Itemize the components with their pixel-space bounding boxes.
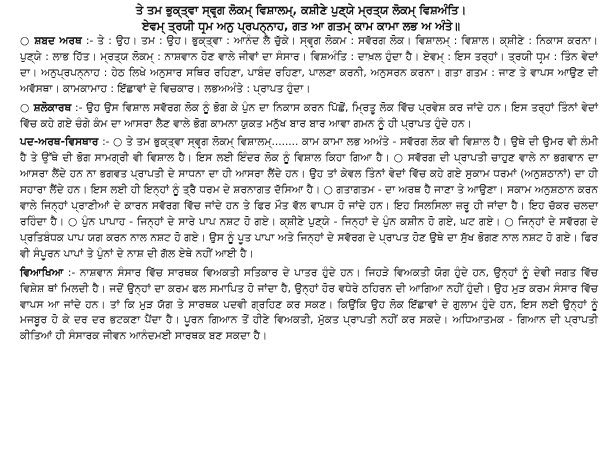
verse-line-2: ਏਵਮ੍ ਤ੍ਰਯੀ ਧਰ੍ਮ ਅਨੁ ਪ੍ਰਪਨ੍ਨਾਹ, ਗਤ ਆ ਗਤਮ੍ ਕਾਮ ਕਾਮਾ ਲਭ ਅ ਅੰਤੇ॥ <box>142 18 460 33</box>
shlokarth-paragraph <box>4 101 598 133</box>
shabd-arth-paragraph <box>4 34 598 98</box>
shlokarth-heading: ○ ਸ਼ਲੋਕਾਰਥ <box>20 101 72 114</box>
vyakhya-heading: ਵਿਆਖਿਆ <box>20 266 64 279</box>
shlokarth-text: :- ਉਹ ਉਸ ਵਿਸ਼ਾਲ ਸਵੱਰਗ ਲੋਕ ਨੂੰ ਭੋਗ ਕੇ ਪੁੰਨ ਦਾ ਨਿਕਾਸ ਕਰਨ ਪਿੱਛੋਂ, ਮ੍ਰਿਤੂ ਲੋਕ ਵਿੱਚ ਪ੍ਰਵੇਸ਼ ਕਰ ਜਾਂਦੇ ਹਨ। ਇਸ ਤਰ੍ਹਾਂ ਤਿੰਨਾਂ ਵੇਦਾਂ ਵਿੱਚ ਕਹੇ ਗਏ ਚੰਗੇ ਕੰਮ ਦਾ ਆਸਰਾ ਲੈਣ ਵਾਲੇ ਭੋਗ ਕਾਮਨਾ ਯੁਕਤ ਮਨੁੱਖ ਬਾਰ ਬਾਰ ਆਵਾ ਗਮਨ ਨੂੰ ਹੀ ਪ੍ਰਾਪਤ ਹੁੰਦੇ ਹਨ। <box>20 101 598 130</box>
pad-arth-text: :- ○ ਤੇ ਤਮ ਭੁਕ੍ਤ੍ਵਾ ਸ੍ਵਰ੍ਗ ਲੋਕਮ੍ ਵਿਸ਼ਾਲਮ੍........ ਕਾਮ ਕਾਮਾ ਲਭ ਅਅੰਤੇ - ਸਵੱਰਗ ਲੋਕ ਵੀ ਵਿਸ਼ਾਲ ਹੈ। ਉਥੇ ਦੀ ਉਮਰ ਵੀ ਲੰਮੀ ਹੈ ਤੇ ਉੱਥੇ ਦੀ ਭੋਗ ਸਾਮਗ੍ਰੀ ਵੀ ਵਿਸ਼ਾਲ ਹੈ। ਇਸ ਲਈ ਇੰਦਰ ਲੋਕ ਨੂੰ ਵਿਸ਼ਾਲ ਕਿਹਾ ਗਿਆ ਹੈ। ○ ਸਵੱਰਗ ਦੀ ਪ੍ਰਾਪਤੀ ਚਾਹੁਣ ਵਾਲੇ ਨਾ ਭਗਵਾਨ ਦਾ ਆਸਰਾ ਲੈਂਦੇ ਹਨ ਨਾ ਭਗਵਤ ਪ੍ਰਾਪਤੀ ਦੇ ਸਾਧਨਾ ਦਾ ਹੀ ਆਸਰਾ ਲੈਂਦੇ ਹਨ। ਉਹ ਤਾਂ ਕੇਵਲ ਤਿੰਨਾਂ ਵੇਦਾਂ ਵਿੱਚ ਕਹੇ ਗਏ ਸੁਕਾਮ ਧਰਮਾਂ (ਅਨੁਸ਼ਠਾਨਾਂ) ਦਾ ਹੀ ਸਹਾਰਾ ਲੈਂਦੇ ਹਨ। ਇਸ ਲਈ ਹੀ ਇਨ੍ਹਾਂ ਨੂੰ ਤ੍ਰੈ ਧਰਮ ਦੇ ਸ਼ਰਨਾਗਤ ਦੱਸਿਆ ਹੈ। ○ ਗਤਾਗਤਮ - ਦਾ ਅਰਥ ਹੈ ਜਾਣਾ ਤੇ ਆਉਣਾ। ਸਕਾਮ ਅਨੁਸ਼ਠਾਨ ਕਰਨ ਵਾਲੇ ਜਿਨ੍ਹਾਂ ਪ੍ਰਾਣੀਆਂ ਦੇ ਕਾਰਨ ਸਵੱਰਗ ਵਿੱਚ ਜਾਂਦੇ ਹਨ ਤੇ ਫਿਰ ਮੌਤ ਵੱਲ ਵਾਪਸ ਹੋ ਜਾਂਦੇ ਹਨ। ਇਹ ਸਿਲਸਿਲਾ ਜ਼ਰੂ ਹੀ ਜਾਂਦਾ ਹੈ। ਇਹ ਚੱਕਰ ਚਲਦਾ ਰਹਿੰਦਾ ਹੈ। ○ ਪੁੰਨ ਪਾਪਾਹ - ਜਿਨ੍ਹਾਂ ਦੇ ਸਾਰੇ ਪਾਪ ਨਸ਼ਟ ਹੋ ਗਏ। ਕ੍ਸ਼ੀਣੇ ਪੁਣ੍ਯੇ - ਜਿਨ੍ਹਾਂ ਦੇ ਪੁੰਨ ਕਸ਼ੀਨ ਹੋ ਗਏ, ਘਟ ਗਏ। ○ ਜਿਨ੍ਹਾਂ ਦੇ ਸਵੱਰਗ ਦੇ ਪ੍ਰਤਿਬੰਧਕ ਪਾਪ ਯਗ ਕਰਨ ਨਾਲ ਨਸ਼ਟ ਹੋ ਗਏ। ਉਸ ਨੂੰ ਪੂਤ ਪਾਪਾ ਅਤੇ ਜਿਨ੍ਹਾਂ ਦੇ ਸਵੱਰਗ ਦੇ ਪ੍ਰਾਪਤ ਹੋਣ ਉਥੇ ਦਾ ਸੁੱਖ ਭੋਗਣ ਨਾਲ ਨਸ਼ਟ ਹੋ ਗਏ। ਫਿਰ ਵੀ ਸੰਪੂਰਨ ਪਾਪਾਂ ਤੇ ਪੁੰਨਾਂ ਦੇ ਨਾਸ਼ ਦੀ ਗੱਲ ਏਥੇ ਨਹੀਂ ਆਈ ਹੈ। <box>20 136 599 260</box>
pad-arth-heading: ਪਦ-ਅਰਥ-ਵਿਸਥਾਰ <box>20 136 99 149</box>
verse-line-1: ਤੇ ਤਮ ਭੁਕ੍ਤ੍ਵਾ ਸ੍ਵਰ੍ਗ ਲੋਕਮ੍ ਵਿਸ਼ਾਲਮ੍, ਕਸ਼ੀਣੇ ਪੁਣ੍ਯੇ ਮ੍ਰਤ੍ਯ ਲੋਕਮ੍ ਵਿਸ਼ਅੰਤਿ। <box>135 3 467 17</box>
vyakhya-text: :- ਨਾਸ਼ਵਾਨ ਸੰਸਾਰ ਵਿੱਚ ਸਾਰਥਕ ਵਿਅਕਤੀ ਸਤਿਕਾਰ ਦੇ ਪਾਤਰ ਹੁੰਦੇ ਹਨ। ਜਿਹੜੇ ਵਿਅਕਤੀ ਯੋਗ ਹੁੰਦੇ ਹਨ, ਉਨ੍ਹਾਂ ਨੂੰ ਦੇਵੀ ਜਗਤ ਵਿੱਚ ਵਿਸ਼ੇਸ਼ ਥਾਂ ਮਿਲਦੀ ਹੈ। ਜਦੋਂ ਉਨ੍ਹਾਂ ਦਾ ਕਰਮ ਫਲ ਸਮਾਪਿਤ ਹੋ ਜਾਂਦਾ ਹੈ, ਉਨ੍ਹਾਂ ਹੋਰ ਵਧੇਰੇ ਠਹਿਰਨ ਦੀ ਆਗਿਆ ਨਹੀਂ ਹੁੰਦੀ। ਉਹ ਮੁੜ ਕਰਮ ਸੰਸਾਰ ਵਿੱਚ ਵਾਪਸ ਆ ਜਾਂਦੇ ਹਨ। ਤਾਂ ਕਿ ਮੁੜ ਯੱਗ ਤੇ ਸਾਰਥਕ ਪਦਵੀ ਗ੍ਰਹਿਣ ਕਰ ਸਕਣ। ਕਿਉਂਕਿ ਉਹ ਲੋਕ ਇੱਛਾਵਾਂ ਦੇ ਗੁਲਾਮ ਹੁੰਦੇ ਹਨ, ਇਸ ਲਈ ਉਨ੍ਹਾਂ ਨੂੰ ਮਜਬੂਰ ਹੋ ਕੇ ਦਰ ਦਰ ਭਟਕਣਾ ਪੈਂਦਾ ਹੈ। ਪੂਰਨ ਗਿਆਨ ਤੋਂ ਹੀਣੇ ਵਿਅਕਤੀ, ਮੁੱਕਤ ਪ੍ਰਾਪਤੀ ਨਹੀਂ ਕਰ ਸਕਦੇ। ਅਧਿਆਤਮਕ - ਗਿਆਨ ਦੀ ਪ੍ਰਾਪਤੀ ਕੀਤਿਆਂ ਹੀ ਸੰਸਾਰਕ ਜੀਵਨ ਆਨੰਦਮਈ ਸਾਰਥਕ ਬਣ ਸਕਦਾ ਹੈ। <box>20 266 598 343</box>
shabd-arth-heading: ○ ਸ਼ਬਦ ਅਰਥ <box>20 35 82 47</box>
shabd-arth-text: :- ਤੇ : ਉਹ। ਤਮ : ਉਹ। ਭੁਕ੍ਤ੍ਵਾ : ਆਨੰਦ ਲੈ ਚੁੱਕੇ। ਸ੍ਵਰ੍ਗ ਲੋਕਮ : ਸਵੱਰਗ ਲੋਕ। ਵਿਸ਼ਾਲਮ੍ : ਵਿਸ਼ਾਲ। ਕ੍ਸ਼ੀਣੇ : ਨਿਕਾਸ ਕਰਨਾ। ਪੁਣ੍ਯੇ : ਲਾਭ ਹਿੱਤ। ਮ੍ਰਤ੍ਯ ਲੋਕਮ੍ : ਨਾਸ਼ਵਾਨ ਹੋਣ ਵਾਲੇ ਜੀਵਾਂ ਦਾ ਸੰਸਾਰ। ਵਿਸ਼ਅੰਤਿ : ਦਾਖ਼ਲ ਹੁੰਦਾ ਹੈ। ਏਵਮ੍ : ਇਸ ਤਰ੍ਹਾਂ। ਤ੍ਰਯੀ ਧਰ੍ਮ : ਤਿੰਨ ਵੇਦਾਂ ਦਾ। ਅਨੁਪ੍ਰਪਨ੍ਨਾਹ : ਹੇਠ ਲਿਖੇ ਅਨੁਸਾਰ ਸਥਿਰ ਰਹਿਣਾ, ਪਾਬੰਦ ਰਹਿਣਾ, ਪਾਲਣਾ ਕਰਨੀ, ਅਨੁਸਰਨ ਕਰਨਾ। ਗਤਾ ਗਤਮ : ਜਾਣ ਤੇ ਵਾਪਸ ਆਉਣ ਦੀ ਅਵੱਸਥਾ। ਕਾਮਕਾਮਾਹ : ਇੱਛਾਵਾਂ ਦੇ ਵਿਚਕਾਰ। ਲਭਅਅੰਤੇ : ਪ੍ਰਾਪਤ ਹੁੰਦਾ। <box>20 35 598 95</box>
vyakhya-paragraph <box>4 266 598 346</box>
pad-arth-paragraph <box>4 135 598 262</box>
